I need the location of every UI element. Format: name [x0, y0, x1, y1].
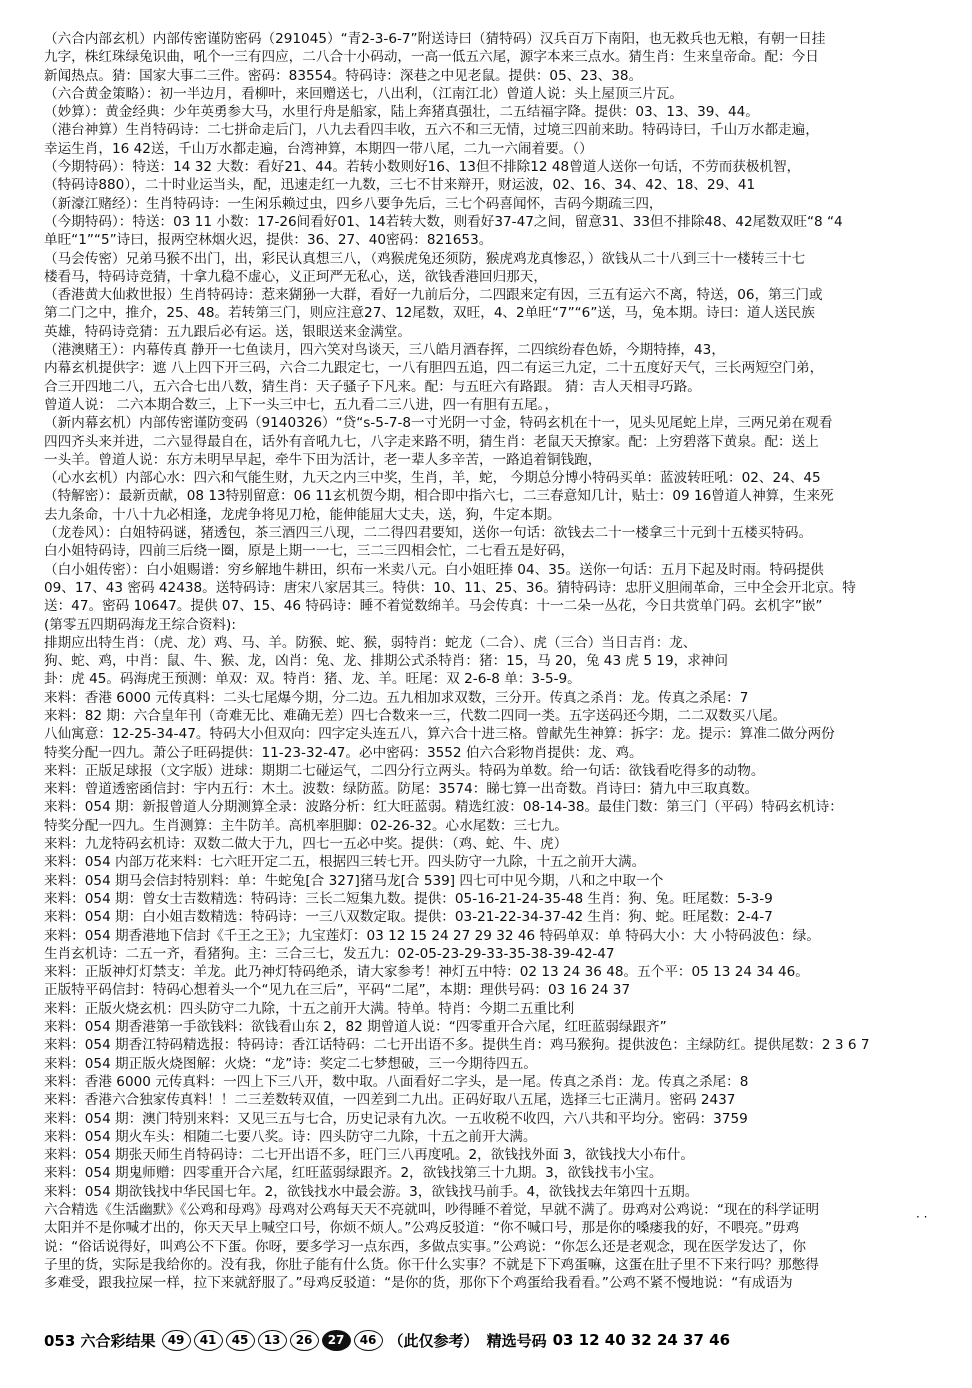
text-line: 来料：054 期张天师生肖特码诗：二七开出语不多，旺门三八再度吼。2，欲钱找外面 3，欲钱找大小布什。	[44, 1147, 695, 1164]
result-balls	[162, 1330, 383, 1351]
text-line: 来料：正版神灯灯禁支：羊龙。此乃神灯特码绝杀，请大家参考！神灯五中特：02 13 24 36 48。五个平：05 13 24 34 46。	[44, 964, 809, 981]
text-line: 来料：82 期：六合皇年刊（奇难无比、难确无差）四七合数来一三，代数二四同一类。五字送码还今期，二二双数买八尾。	[44, 707, 787, 724]
text-line: 曾道人说： 二六本期合数三，上下一头三中七，五九看二三八进，四一有胆有五尾。，	[44, 396, 559, 413]
text-line: 四四齐头来并进，二六显得最自在，话外有音吼九七，八字走来路不明，猜生肖：老鼠天天撩家。配：上穷碧落下黄泉。配：送上	[44, 433, 819, 450]
text-line: （港台神算）生肖特码诗：二七拼命走后门，八九去看四丰收，五六不和三无情，过境三四前来助。特码诗曰，千山万水都走遍，	[44, 122, 819, 139]
text-line: 新闻热点。猜：国家大事二三件。密码：83554。特码诗：深巷之中见老鼠。提供：05、23、38。	[44, 67, 643, 84]
text-line: 来料：香港六合独家传真料！！二三差数转双值，一四差到二九出。正码好取八五尾，选择三七正满月。密码 2437	[44, 1092, 736, 1109]
text-line: （香港黄大仙救世报）生肖特码诗：惹来猢狲一大群，看好一九前后分，二四跟来定有因，三五有运六不离，特送，06，第三门或	[44, 287, 823, 304]
text-line: 来料：054 期：新报曾道人分期测算全录：波路分析：红大旺蓝弱。精选红波：08-14-38。最佳门数：第三门（平码）特码玄机诗：	[44, 799, 843, 816]
text-line: 来料：九龙特码玄机诗：双数二做大于九，四七一五必中奖。提供：（鸡、蛇、牛、虎）	[44, 836, 568, 853]
text-line: 来料：054 期香江特码精选报：特码诗：香江话特码：二七开出语不多。提供生肖：鸡马猴狗。提供波色：主绿防红。提供尾数：2 3 6 7	[44, 1037, 870, 1054]
text-line: 来料：054 期火车头：相随二七要八奖。诗：四头防守二九除，十五之前开大满。	[44, 1128, 537, 1145]
text-line: （白小姐传密）：白小姐赐谱：穷乡解地牛耕田，织布一米卖八元。白小姐旺捧 04、35。送你一句话：五月下起及时雨。特码提供	[44, 561, 824, 578]
text-line: 正版特平码信封：特码心想着头一个“见九在三后”，平码“二尾”，本期：理供号码：03 16 24 37	[44, 982, 631, 999]
text-line: 生肖玄机诗：二五一齐，看猪狗。主：三合三七，发五九：02-05-23-29-33-35-38-39-42-47	[44, 945, 615, 962]
text-line: （妙算）：黄金经典：少年英勇参大马，水里行舟是船家，陆上奔猪真强壮，二五结福字降。提供：03、13、39、44。	[44, 104, 759, 121]
text-line: （今期特码）：特送：14 32 大数：看好21、44。若转小数则好16、13但不排除12 48曾道人送你一句话，不劳而获极机智，	[44, 159, 801, 176]
text-line: 来料：054 期：白小姐吉数精选：特码诗：一三八双数定取。提供：03-21-22-34-37-42 生肖：狗、蛇。旺尾数：2-4-7	[44, 909, 773, 926]
text-line: 说：“俗话说得好，叫鸡公不下蛋。你呀，要多学习一点东西，多做点实事。”公鸡说：“你怎么还是老观念，现在医学发达了，你	[44, 1238, 806, 1255]
text-line: 多难受，跟我拉屎一样，拉下来就舒服了。”母鸡反驳道：“是你的货，那你下个鸡蛋给我看看。”公鸡不紧不慢地说：“有成语为	[44, 1275, 793, 1292]
text-line: （心水玄机）内部心水：四六和气能生财，九天之内三中奖，生肖，羊，蛇， 今期总分博小特码买单：蓝波转旺吼：02、24、45	[44, 470, 821, 487]
text-line: 来料：054 期：澳门特别来料：又见三五与七合，历史记录有九次。一五收税不收四，六八共和平均分。密码：3759	[44, 1110, 748, 1127]
text-line: 狗、蛇、鸡，中肖：鼠、牛、猴、龙，凶肖：兔、龙、排期公式杀特肖：猪：15，马 20，兔 43 虎 5 19，求神问	[44, 653, 728, 670]
text-line: 白小姐特码诗，四前三后绕一圈，原是上期一一七，三二三四相会忙，二七看五是好码，	[44, 543, 575, 560]
text-line: 来料：054 内部万花来料：七六旺开定二五，根据四三转七开。四头防守一九除，十五之前开大满。	[44, 854, 646, 871]
text-line: 合三开四地二八，五六合七出八数，猜生肖：天子骚子下凡来。配：与五旺六有路跟。 猜：吉人天相寻巧路。	[44, 378, 701, 395]
text-line: （特解密）：最新贡献，08 13特别留意：06 11玄机贺今期，相合即中指六七，二三春意知几计，贴士：09 16曾道人神算，生来死	[44, 488, 834, 505]
text-line: 来料：054 期正版火烧图解：火烧：“龙”诗：奖定二七梦想破，三一今期待四五。	[44, 1055, 537, 1072]
text-line: 来料：054 期香港地下信封《千王之王》；九宝莲灯：03 12 15 24 27 29 32 46 特码单双：单 特码大小：大 小特码波色：绿。	[44, 927, 820, 944]
draw-result-footer	[44, 1326, 936, 1354]
draw-period-label: 053 六合彩结果	[44, 1331, 156, 1350]
text-line: （新濠江赌经）：生肖特码诗：一生闲乐赖过虫，四乡八要争先后，三七个码喜闻怀，吉码今期疏三四，	[44, 195, 663, 212]
result-ball: 13	[258, 1330, 287, 1351]
text-line: 送：47。密码 10647。提供 07、15、46 特码诗：睡不着觉数绵羊。马会传真：十一二朵一丛花，今日共赏单门码。玄机字”嵌”	[44, 598, 823, 615]
text-line: （六合内部玄机）内部传密谨防密码（291045）“青2-3-6-7”附送诗曰（猜特码）汉兵百万下南阳，也无救兵也无粮，有朝一日挂	[44, 31, 826, 47]
text-line: （港澳赌王）：内幕传真 静开一七鱼读月，四六笑对鸟谈天，三八皓月酒春挥，二四缤纷春色娇，今期特捧，43，	[44, 342, 725, 359]
text-line: 英雄，特码诗竞猜：五九跟后必有运。送，银眼送来金满堂。	[44, 323, 412, 340]
text-line: 楼看马，特码诗竞猜，十拿九稳不虚心，义正珂严无私心，送，欲钱香港回归那天，	[44, 268, 547, 285]
result-ball: 46	[354, 1330, 383, 1351]
text-line: 去九条命，十八十九必相逢，龙虎争将见刀枪，能伸能屈大丈夫，送，狗，牛定本期。	[44, 506, 561, 523]
corner-mark: · ·	[916, 1210, 928, 1224]
text-line: 一头羊。曾道人说：东方未明早早起，牵牛下田为活计，老一辈人多辛苦，一路追着铜钱跑，	[44, 451, 602, 468]
text-line: 内幕玄机提供字：遮 八上四下开三码，六合二九跟定七，一八有胆四五追，四二有运三九定，二十五度好天气，三长两短空门弟，	[44, 360, 824, 377]
reference-note: （此仅参考）	[388, 1331, 479, 1350]
text-line: 特奖分配一四九。生肖测算：主牛防羊。高机率胆脚：02-26-32。心水尾数：三七九。	[44, 817, 568, 834]
text-line: 九字，株红珠绿兔识曲，吼个一三有四应，二八合十小码动，一高一低五六尾，源字本来三点水。猜生肖：生来皇帝命。配：今日	[44, 49, 819, 66]
text-line: 卦：虎 45。码海虎王预测：单双：双。特肖：猪、龙、羊。旺尾：双 2-6-8 单：3-5-9。	[44, 671, 581, 688]
text-line: 单旺“1”“5”诗曰，报两空林烟火迟，提供：36、27、40密码：821653。	[44, 232, 493, 249]
text-line: 八仙寓意：12-25-34-47。特码大小但双向：四字定头连五八，算六合十进三格。曾献先生神算：拆字：龙。提示：算准二做分两份	[44, 726, 835, 743]
text-line: （新内幕玄机）内部传密谨防变码（9140326）“贷“s-5-7-8一寸光阴一寸金，特码玄机在十一，见头见尾蛇上岸，三两兄弟在观看	[44, 415, 833, 432]
text-line: (第零五四期码海龙王综合资料):	[44, 616, 236, 633]
text-line: （六合黄金策略）：初一半边月，看柳叶，来回赠送七，八出利，（江南江北）曾道人说：头上屋顶三片瓦。	[44, 85, 683, 102]
text-line: 来料：054 期马会信封特别料：单：牛蛇兔[合 327]猪马龙[合 539] 四七可中见今期，八和之中取一个	[44, 872, 664, 889]
text-line: 第二门之中，推介，25、48。若转第三门，则应注意27、12尾数，双旺，4、2单旺“7”“6”送，马，兔本期。诗曰：道人送民族	[44, 305, 815, 322]
text-line: 来料：香港 6000 元传真料：一四上下三八开，数中取。八面看好二字头，是一尾。传真之杀肖：龙。传真之杀尾：8	[44, 1073, 749, 1090]
text-line: 特奖分配一四九。萧公子旺码提供：11-23-32-47。必中密码：3552 伯六合彩物肖提供：龙、鸡。	[44, 744, 643, 761]
text-line: 太阳并不是你喊才出的，你天天早上喊空口号，你烦不烦人。”公鸡反驳道：“你不喊口号，那是你的嗓瘘我的好，不喂亮。”毋鸡	[44, 1220, 800, 1237]
text-line: （马会传密）兄弟马猴不出门，出，彩民认真想三八，（鸡猴虎兔还须防，猴虎鸡龙真惨忍，）欲钱从二十八到三十一楼转三十七	[44, 250, 806, 267]
result-ball: 27	[322, 1330, 351, 1351]
text-line: （今期特码）：特送：03 11 小数：17-26间看好01、14若转大数，则看好37-47之间，留意31、33但不排除48、42尾数双旺“8 “4	[44, 213, 843, 230]
picks-numbers: 03 12 40 32 24 37 46	[552, 1331, 731, 1349]
text-line: 子里的货，实际是我给你的。没有我，你肚子能有什么货。你干什么实事？不就是下下鸡蛋嘛，这蛋在肚子里不下来行吗？那憋得	[44, 1256, 819, 1273]
newspaper-text-body	[44, 30, 936, 1292]
text-line: 来料：曾道透密函信封：宇内五行：木土。波数：绿防蓝。防尾：3574：睇七算一出奇数。肖诗曰：猜九中三取真数。	[44, 781, 759, 798]
result-ball: 45	[226, 1330, 255, 1351]
text-line: 来料：054 期鬼师赠：四零重开合六尾，红旺蓝弱绿跟齐。2，欲钱找第三十九期。3，欲钱找韦小宝。	[44, 1165, 663, 1182]
text-line: 来料：054 期香港第一手欲钱料：欲钱看山东 2，82 期曾道人说：“四零重开合六尾，红旺蓝弱绿跟齐”	[44, 1019, 667, 1036]
text-line: 来料：正版足球报（文字版）进球：期期二七碰运气，二四分行立两头。特码为单数。给一句话：欲钱看吃得多的动物。	[44, 762, 765, 779]
result-ball: 41	[194, 1330, 223, 1351]
text-line: 幸运生肖，16 42送，千山万水都走遍，台湾神算，本期四一带八尾，二九一六闹着要。（）	[44, 140, 593, 157]
text-line: 排期应出特生肖：（虎、龙）鸡、马、羊。防猴、蛇、猴，弱特肖：蛇龙（二合）、虎（三合）当日吉肖：龙、	[44, 634, 697, 651]
result-ball: 26	[290, 1330, 319, 1351]
text-line: 六合精选《生活幽默》《公鸡和母鸡》母鸡对公鸡每天天不亮就叫，吵得睡不着觉，早就不满了。毋鸡对公鸡说：“现在的科学证明	[44, 1202, 820, 1218]
text-line: （特码诗880），二十时业运当头，配，迅速走红一九数，三七不甘来辩开，财运波，02、16、34、42、18、29、41	[44, 177, 756, 194]
picks-label: 精选号码	[486, 1331, 547, 1350]
result-ball: 49	[162, 1330, 191, 1351]
text-line: 来料：054 期欲钱找中华民国七年。2，欲钱找水中最会游。3，欲钱找马前手。4，欲钱找去年第四十五期。	[44, 1183, 699, 1200]
text-line: 来料：054 期：曾女士吉数精选：特码诗：三长二短集九数。提供：05-16-21-24-35-48 生肖：狗、兔。旺尾数：5-3-9	[44, 890, 773, 907]
text-line: （龙卷风）：白姐特码谜，猪透包，茶三酒四三八现，二二得四君要知，送你一句话：欲钱去二十一楼拿三十元到十五楼买特码。	[44, 525, 813, 542]
text-line: 来料：正版火烧玄机：四头防守二九除，十五之前开大满。特单。特肖：今期二五重比利	[44, 1000, 575, 1017]
text-line: 来料：香港 6000 元传真料：二头七尾爆今期，分二边。五九相加求双数，三分开。传真之杀肖：龙。传真之杀尾：7	[44, 689, 749, 706]
text-line: 09、17、43 密码 42438。送特码诗：唐宋八家居其三。特供：10、11、25、36。猜特码诗：忠肝义胆闹革命，三中全会开北京。特	[44, 579, 856, 596]
